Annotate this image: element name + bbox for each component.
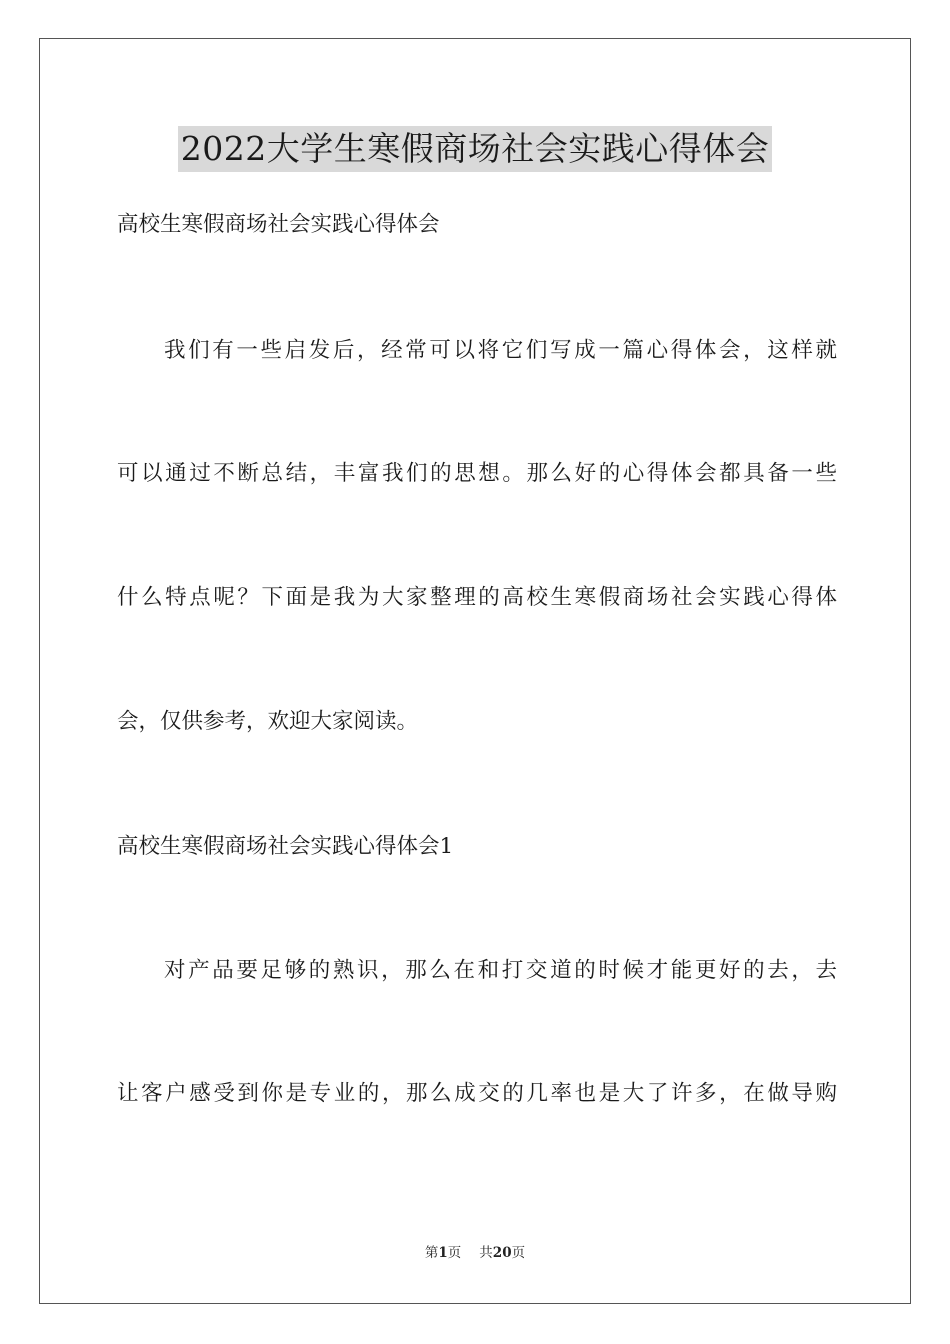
paragraph-line: 让客户感受到你是专业的，那么成交的几率也是大了许多，在做导购 bbox=[117, 1081, 837, 1106]
page-footer bbox=[0, 1243, 950, 1263]
section-heading: 高校生寒假商场社会实践心得体会1 bbox=[117, 834, 454, 859]
document-title-text: 2022大学生寒假商场社会实践心得体会 bbox=[178, 126, 772, 172]
subtitle-line: 高校生寒假商场社会实践心得体会 bbox=[117, 212, 440, 237]
paragraph-line: 什么特点呢？下面是我为大家整理的高校生寒假商场社会实践心得体 bbox=[117, 585, 837, 610]
paragraph-line: 可以通过不断总结，丰富我们的思想。那么好的心得体会都具备一些 bbox=[117, 461, 837, 486]
page-prefix: 第 bbox=[424, 1245, 439, 1261]
total-prefix: 共 bbox=[479, 1245, 493, 1261]
page-unit: 页 bbox=[447, 1245, 462, 1261]
total-unit: 页 bbox=[511, 1245, 526, 1261]
paragraph-line: 我们有一些启发后，经常可以将它们写成一篇心得体会，这样就 bbox=[164, 338, 837, 363]
current-page-number: 1 bbox=[438, 1245, 448, 1261]
paragraph-line: 会，仅供参考，欢迎大家阅读。 bbox=[117, 709, 419, 734]
paragraph-line: 对产品要足够的熟识，那么在和打交道的时候才能更好的去，去 bbox=[164, 958, 837, 983]
total-page-number: 20 bbox=[492, 1245, 512, 1261]
document-title bbox=[0, 126, 950, 172]
